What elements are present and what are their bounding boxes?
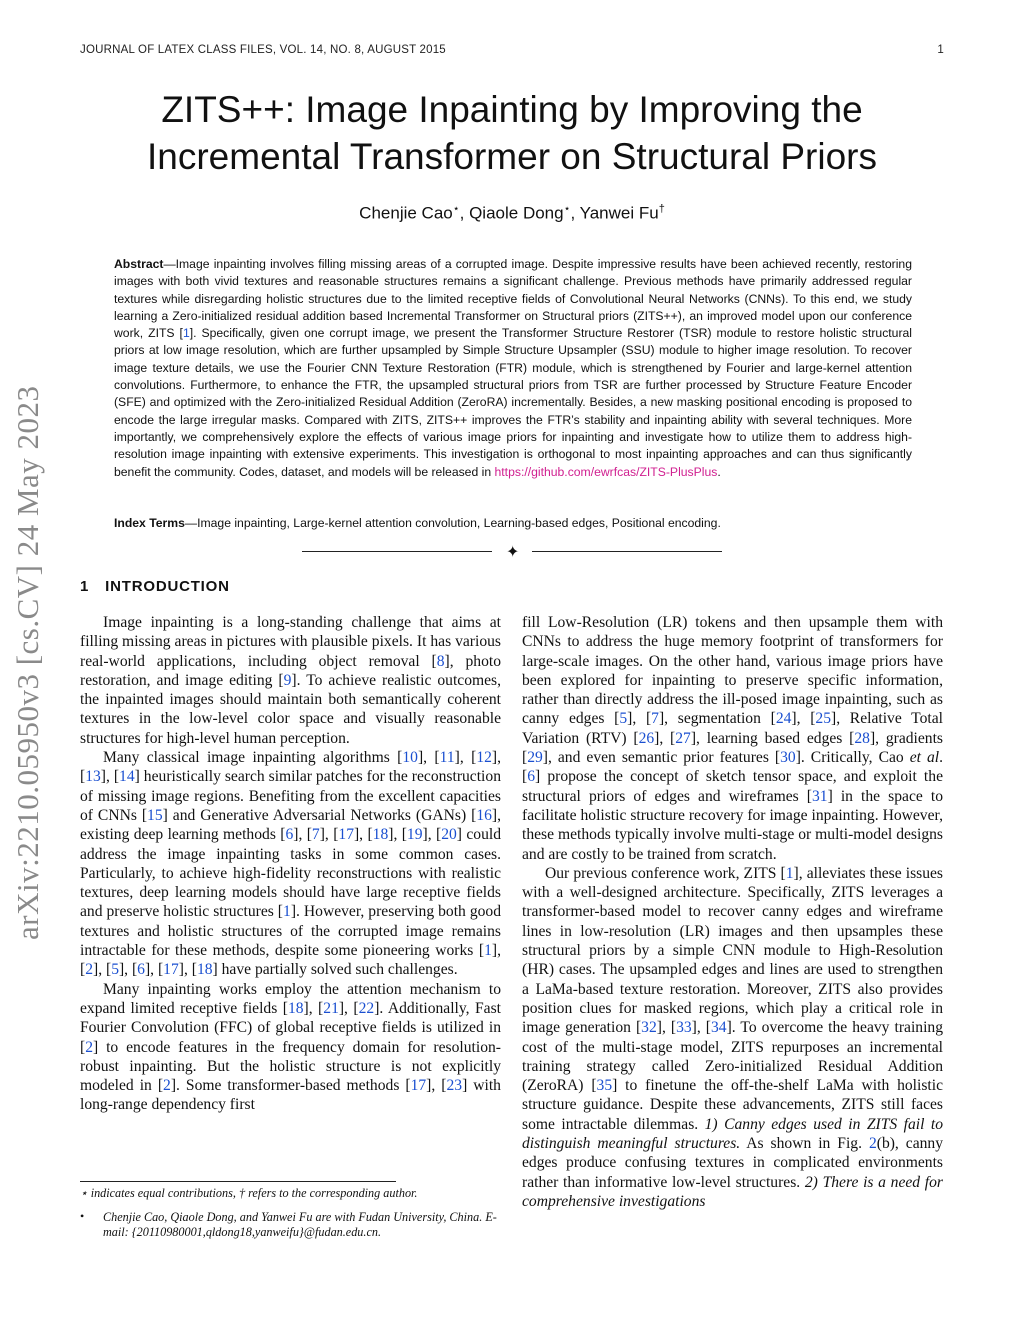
citation-link[interactable]: 29: [527, 749, 543, 767]
equal-contribution-mark: ⋆: [563, 203, 571, 215]
equal-contribution-mark: ⋆: [452, 203, 460, 215]
abstract-text: —Image inpainting involves filling missing areas of a corrupted image. Despite impressive results have been achieved recently, restoring images with both vivid textures and reasonable structures remains a significant challenge. Previous methods have primarily addressed regular textures while disregarding holistic structures due to the limited receptive fields of Convolutional Neural Networks (CNNs). To this end, we study learning a Zero-initialized residual addition based Incremental Transformer on Structural priors (ZITS++), an improved model upon our conference work, ZITS [: [114, 257, 912, 341]
citation-link[interactable]: 12: [476, 749, 492, 767]
author-1: Chenjie Cao: [359, 203, 453, 223]
citation-link[interactable]: 35: [596, 1077, 613, 1095]
bullet-icon: •: [80, 1209, 85, 1223]
citation-link[interactable]: 18: [287, 999, 304, 1017]
abstract-text: ]. Specifically, given one corrupt image, we present the Transformer Structure Restorer (TSR) module to restore holistic structural priors at low image resolution, which are further upsampled by Simple Structure Upsampler (SSU) module to higher image resolution. To recover image texture details, we use the Fourier CNN Texture Restoration (FTR) module, which is strengthened by Fourier and large-kernel attention convolutions. Furthermore, to enhance the FTR, the upsampled structural priors from TSR are further processed by Structure Feature Encoder (SFE) and optimized with the Zero-initialized Residual Addition (ZeroRA) incrementally. Besides, a new masking positional encoding is proposed to encode the large irregular masks. Compared with ZITS, ZITS++ improves the FTR’s stability and inpainting ability with several techniques. More importantly, we comprehensively explore the effects of various image priors for inpainting and investigate how to utilize them to address high-resolution image inpainting with extensive experiments. This investigation is orthogonal to most inpainting approaches and can thus significantly benefit the community. Codes, dataset, and models will be released in: [114, 326, 913, 479]
paragraph: Image inpainting is a long-standing challenge that aims at filling missing areas in pictures with plausible pixels. It has various real-world applications, including object removal [8], photo restoration, and image editing [9]. To achieve realistic outcomes, the inpainted images should maintain both semantically coherent textures in the low-level color space and visually reasonable structures for high-level human perception.: [80, 614, 502, 747]
citation-link[interactable]: 20: [441, 826, 457, 844]
citation-link[interactable]: 13: [85, 768, 101, 786]
author-list: Chenjie Cao⋆, Qiaole Dong⋆, Yanwei Fu†: [359, 203, 665, 223]
citation-link[interactable]: 7: [651, 710, 659, 728]
right-column: [522, 613, 943, 1211]
divider-rule-right: [532, 551, 722, 552]
footnote-affiliation: • Chenjie Cao, Qiaole Dong, and Yanwei Fu are with Fudan University, China. E-mail: {20110980001,qldong18,yanweifu}@fudan.edu.cn.: [80, 1209, 497, 1239]
citation-link[interactable]: 11: [439, 749, 455, 767]
section-title: INTRODUCTION: [105, 578, 230, 595]
citation-link[interactable]: 17: [338, 826, 354, 844]
section-divider: [302, 542, 722, 562]
citation-link[interactable]: 1: [182, 326, 190, 341]
title-line-1: ZITS++: Image Inpainting by Improving the: [161, 89, 863, 130]
citation-link[interactable]: 16: [476, 806, 492, 824]
paragraph: Our previous conference work, ZITS [1], alleviates these issues with a well-designed architecture. Specifically, ZITS leverages a transformer-based model to recover canny edges and wireframe lines in low-resolution (LR) images and then upsamples these structural priors by a simple CNN module to High-Resolution (HR) cases. The upsampled edges and lines are used to strengthen a LaMa-based texture restoration. Moreover, ZITS also provides position clues for masked regions, which play a critical role in image generation [32], [33], [34]. To overcome the heavy training cost of the multi-stage model, ZITS repurposes an incremental training strategy called Zero-initialized Residual Addition (ZeroRA) [35] to finetune the off-the-shelf LaMa with holistic structure guidance. Despite these advancements, ZITS still faces some intractable dilemmas. 1) Canny edges used in ZITS fail to distinguish meaningful structures. As shown in Fig. 2(b), canny edges produce confusing textures in complicated environments rather than informative low-level structures. 2) There is a need for comprehensive investigations: [522, 864, 944, 1210]
citation-link[interactable]: 15: [147, 806, 163, 824]
citation-link[interactable]: 2: [85, 961, 93, 979]
citation-link[interactable]: 6: [137, 961, 145, 979]
citation-link[interactable]: 26: [638, 729, 655, 747]
section-heading: [80, 578, 230, 595]
citation-link[interactable]: 6: [527, 768, 535, 786]
citation-link[interactable]: 25: [815, 710, 831, 728]
footnote-contribution: ⋆ indicates equal contributions, † refers to the corresponding author.: [80, 1186, 418, 1200]
citation-link[interactable]: 18: [372, 826, 389, 844]
author-2: Qiaole Dong: [469, 203, 564, 223]
citation-link[interactable]: 1: [484, 942, 492, 960]
index-terms-label: Index Terms: [114, 516, 185, 530]
running-head-text: JOURNAL OF LATEX CLASS FILES, VOL. 14, NO. 8, AUGUST 2015: [80, 44, 446, 56]
citation-link[interactable]: 30: [780, 749, 796, 767]
citation-link[interactable]: 9: [283, 671, 292, 689]
divider-ornament-icon: ✦: [506, 542, 520, 561]
citation-link[interactable]: 22: [358, 999, 375, 1017]
paragraph: Many inpainting works employ the attention mechanism to expand limited receptive fields [18], [21], [22]. Additionally, Fast Fourier Convolution (FFC) of global receptive fields is utilized in [2] to encode features in the frequency domain for resolution-robust inpainting. But the holistic structure is not explicitly modeled in [2]. Some transformer-based methods [17], [23] with long-range dependency first: [80, 980, 502, 1114]
paragraph: fill Low-Resolution (LR) tokens and then upsample them with CNNs to address the huge memory footprint of transformers for large-scale images. On the other hand, various image priors have been explored for inpainting to preserve specific information, rather than directly address the ill-posed image inpainting, such as canny edges [5], [7], segmentation [24], [25], Relative Total Variation (RTV) [26], [27], learning based edges [28], gradients [29], and even semantic prior features [30]. Critically, Cao et al. [6] propose the concept of sketch tensor space, and exploit the structural priors of edges and wireframes [31] in the space to facilitate holistic structure recovery for image inpainting. However, these methods typically involve multi-stage or multi-model designs and are costly to be trained from scratch.: [522, 614, 944, 863]
citation-link[interactable]: 5: [111, 961, 119, 979]
code-repository-link[interactable]: https://github.com/ewrfcas/ZITS-PlusPlus: [494, 464, 718, 479]
citation-link[interactable]: 17: [163, 961, 179, 979]
corresponding-author-mark: †: [658, 203, 665, 215]
citation-link[interactable]: 1: [785, 864, 794, 882]
section-number: 1: [80, 578, 90, 595]
citation-link[interactable]: 6: [285, 826, 294, 844]
citation-link[interactable]: 34: [710, 1019, 727, 1037]
citation-link[interactable]: 27: [675, 729, 691, 747]
title-line-2: Incremental Transformer on Structural Priors: [147, 136, 877, 177]
index-terms-text: —Image inpainting, Large-kernel attention convolution, Learning-based edges, Positional encoding.: [184, 516, 721, 530]
citation-link[interactable]: 2: [85, 1038, 93, 1056]
citation-link[interactable]: 31: [812, 787, 828, 805]
citation-link[interactable]: 32: [641, 1019, 657, 1037]
citation-link[interactable]: 10: [402, 749, 418, 767]
citation-link[interactable]: 17: [410, 1077, 427, 1095]
left-column: [80, 613, 501, 1115]
citation-link[interactable]: 1: [283, 903, 291, 921]
author-3: Yanwei Fu: [579, 203, 659, 223]
citation-link[interactable]: 5: [619, 710, 628, 728]
running-head: [80, 44, 944, 56]
citation-link[interactable]: 21: [323, 999, 339, 1017]
figure-link[interactable]: 2: [868, 1135, 877, 1153]
footnote-rule: [80, 1181, 396, 1182]
paragraph: Many classical image inpainting algorithms [10], [11], [12], [13], [14] heuristically search similar patches for the reconstruction of missing image regions. Benefiting from the excellent capacities of CNNs [15] and Generative Adversarial Networks (GANs) [16], existing deep learning methods [6], [7], [17], [18], [19], [20] could address the image inpainting tasks in some common cases. Particularly, to achieve high-fidelity reconstructions with realistic textures, deep learning models should have large receptive fields and preserve holistic structures [1]. However, preserving both good textures and holistic structures of the corrupted image remains intractable for these methods, despite some pioneering works [1], [2], [5], [6], [17], [18] have partially solved such challenges.: [80, 749, 502, 979]
page-number: 1: [937, 44, 944, 56]
abstract-text: .: [717, 464, 721, 479]
citation-link[interactable]: 14: [119, 768, 135, 786]
citation-link[interactable]: 24: [775, 710, 792, 728]
index-terms: [114, 516, 912, 530]
abstract-label: Abstract: [114, 257, 164, 271]
citation-link[interactable]: 33: [676, 1019, 692, 1037]
citation-link[interactable]: 23: [446, 1077, 463, 1095]
citation-link[interactable]: 28: [854, 729, 870, 747]
citation-link[interactable]: 19: [406, 826, 423, 844]
citation-link[interactable]: 8: [436, 652, 445, 670]
citation-link[interactable]: 18: [196, 961, 213, 979]
citation-link[interactable]: 7: [311, 826, 320, 844]
footnotes: [80, 1186, 501, 1240]
divider-rule-left: [302, 551, 492, 552]
citation-link[interactable]: 2: [163, 1077, 171, 1095]
arxiv-stamp: arXiv:2210.05950v3 [cs.CV] 24 May 2023: [10, 385, 45, 940]
abstract: [114, 256, 912, 481]
paper-title: [82, 86, 942, 180]
